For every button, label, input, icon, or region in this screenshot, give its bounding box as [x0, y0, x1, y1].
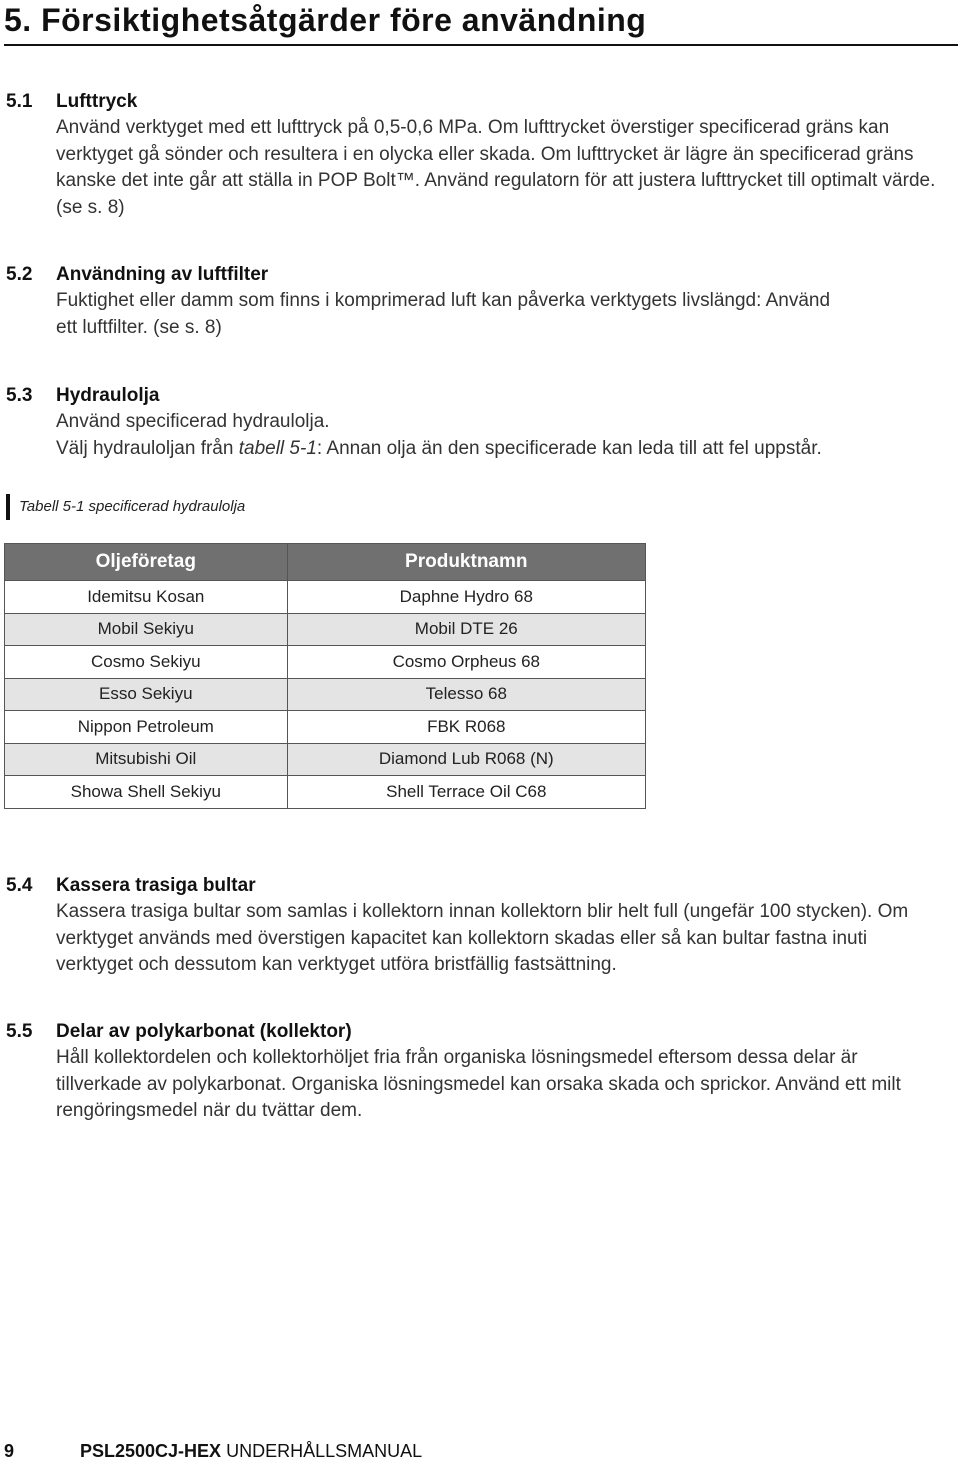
section-number: 5.5: [6, 1021, 33, 1042]
section-number: 5.4: [6, 875, 33, 896]
table-row: [5, 743, 646, 776]
page-title: 5. Försiktighetsåtgärder före användning: [4, 0, 958, 46]
table-cell: Shell Terrace Oil C68: [287, 776, 645, 809]
table-cell: Mitsubishi Oil: [5, 743, 288, 776]
table-cell: Telesso 68: [287, 678, 645, 711]
section-5-2: [6, 262, 946, 341]
hydraulic-oil-table: [4, 543, 646, 809]
section-body: [56, 409, 946, 462]
table-header-row: [5, 544, 646, 581]
section-number: 5.2: [6, 264, 33, 285]
column-header: Produktnamn: [287, 544, 645, 581]
section-5-3: [6, 383, 946, 462]
section-number: 5.1: [6, 91, 33, 112]
table-cell: FBK R068: [287, 711, 645, 744]
section-5-1: [6, 89, 946, 221]
section-body: [56, 115, 946, 221]
section-body: [56, 1045, 946, 1125]
paragraph: Fuktighet eller damm som finns i komprimerad luft kan påverka verktygets livslängd: Använd ett luftfilter. (se s. 8): [56, 290, 831, 338]
section-body: [56, 288, 856, 341]
table-cell: Nippon Petroleum: [5, 711, 288, 744]
section-heading: [6, 873, 946, 899]
table-cell: Mobil DTE 26: [287, 613, 645, 646]
document-title: UNDERHÅLLSMANUAL: [226, 1441, 423, 1461]
table-cell: Daphne Hydro 68: [287, 581, 645, 614]
table-row: [5, 581, 646, 614]
section-title: Användning av luftfilter: [56, 264, 269, 285]
section-5-5: [6, 1019, 946, 1125]
table-cell: Showa Shell Sekiyu: [5, 776, 288, 809]
paragraph: Använd verktyget med ett lufttryck på 0,5-0,6 MPa. Om lufttrycket överstiger specificerad gräns kan verktyget gå sönder och resultera i en olycka eller skada. Om lufttrycket är lägre än specificerad gräns kanske det inte går att ställa in POP Bolt™. Använd regulatorn för att justera lufttrycket till optimalt värde. (se s. 8): [56, 117, 936, 218]
table-row: [5, 646, 646, 679]
section-title: Kassera trasiga bultar: [56, 875, 256, 896]
table-cell: Mobil Sekiyu: [5, 613, 288, 646]
section-body: [56, 899, 946, 979]
section-5-4: [6, 873, 946, 979]
section-title: Delar av polykarbonat (kollektor): [56, 1021, 352, 1042]
model-name: PSL2500CJ-HEX: [80, 1441, 222, 1461]
section-heading: [6, 262, 946, 288]
column-header: Oljeföretag: [5, 544, 288, 581]
paragraph: [56, 436, 946, 463]
table-cell: Cosmo Orpheus 68: [287, 646, 645, 679]
section-heading: [6, 1019, 946, 1045]
text-run: : Annan olja än den specificerade kan leda till att fel uppstår.: [316, 437, 822, 459]
page-number: 9: [4, 1441, 15, 1461]
paragraph: Använd specificerad hydraulolja.: [56, 411, 330, 432]
table-reference: tabell 5-1: [238, 437, 317, 459]
section-number: 5.3: [6, 385, 33, 406]
table-cell: Esso Sekiyu: [5, 678, 288, 711]
section-heading: [6, 383, 946, 409]
table-row: [5, 678, 646, 711]
table-row: [5, 613, 646, 646]
paragraph: Kassera trasiga bultar som samlas i kollektorn innan kollektorn blir helt full (ungefär 100 stycken). Om verktyget används med överstigen kapacitet kan kollektorn skadas eller så kan bultar fastna inuti verktyget och dessutom kan verktyget utföra bristfällig fastsättning.: [56, 901, 909, 975]
table-caption: Tabell 5-1 specificerad hydraulolja: [6, 494, 245, 520]
section-title: Lufttryck: [56, 91, 138, 112]
table-cell: Cosmo Sekiyu: [5, 646, 288, 679]
page-footer: [4, 1438, 422, 1464]
table-row: [5, 711, 646, 744]
section-heading: [6, 89, 946, 115]
paragraph: Håll kollektordelen och kollektorhöljet fria från organiska lösningsmedel eftersom dessa delar är tillverkade av polykarbonat. Organiska lösningsmedel kan orsaka skada och sprickor. Använd ett milt rengöringsmedel när du tvättar dem.: [56, 1047, 901, 1121]
section-title: Hydraulolja: [56, 385, 160, 406]
table-cell: Diamond Lub R068 (N): [287, 743, 645, 776]
text-run: Välj hydrauloljan från: [56, 437, 239, 459]
table-cell: Idemitsu Kosan: [5, 581, 288, 614]
table-row: [5, 776, 646, 809]
